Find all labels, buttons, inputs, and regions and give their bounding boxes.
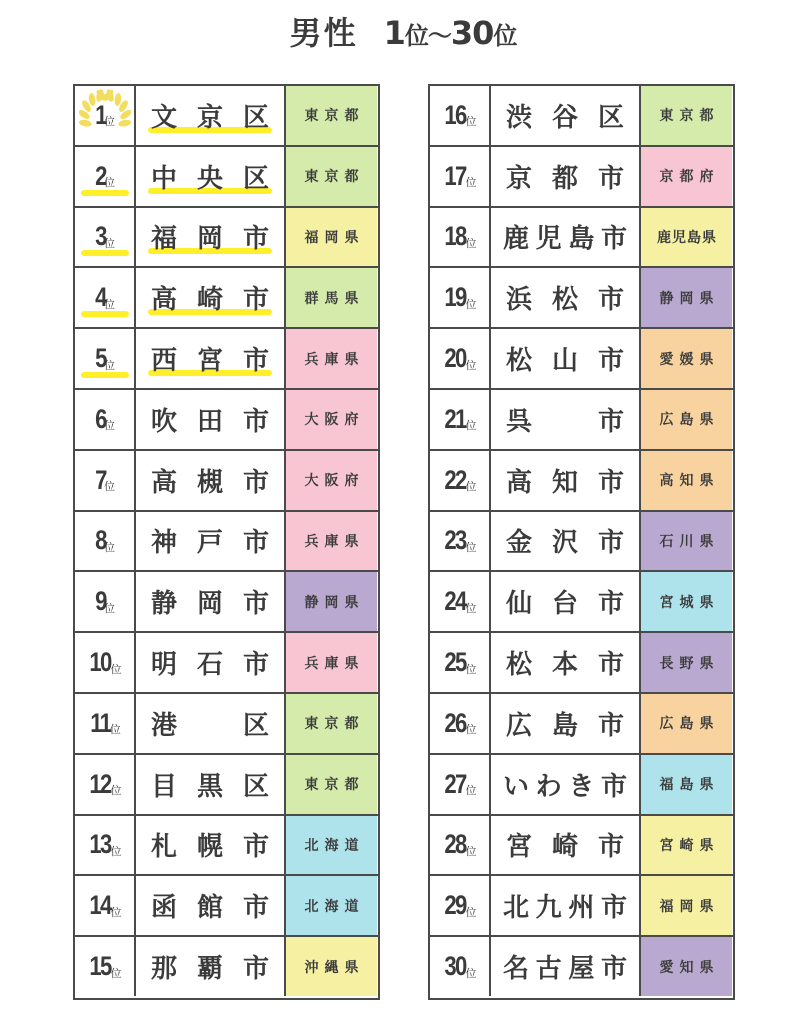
rank-cell bbox=[430, 208, 491, 267]
rank-cell bbox=[75, 876, 136, 935]
ranking-row bbox=[75, 147, 378, 208]
prefecture-name: 福島県 bbox=[659, 777, 720, 794]
prefecture-cell bbox=[641, 329, 732, 388]
city-cell bbox=[136, 755, 286, 814]
rank-suffix: 位 bbox=[104, 358, 116, 372]
title-range-start: 1 bbox=[383, 14, 405, 52]
city-cell bbox=[136, 512, 286, 571]
prefecture-cell bbox=[286, 390, 377, 449]
rank-cell bbox=[430, 694, 491, 753]
title-range-unit1: 位 bbox=[404, 22, 428, 50]
city-cell bbox=[491, 876, 641, 935]
prefecture-cell bbox=[286, 572, 377, 631]
ranking-row bbox=[75, 937, 378, 996]
prefecture-cell bbox=[286, 86, 377, 145]
prefecture-cell bbox=[286, 451, 377, 510]
ranking-row bbox=[75, 208, 378, 269]
rank-suffix: 位 bbox=[465, 297, 477, 311]
city-name: 神戸市 bbox=[151, 528, 269, 559]
city-name: 札幌市 bbox=[151, 832, 269, 863]
rank-cell bbox=[430, 451, 491, 510]
prefecture-cell bbox=[641, 451, 732, 510]
prefecture-cell bbox=[641, 633, 732, 692]
rank-suffix: 位 bbox=[465, 784, 477, 798]
rank-number: 10 bbox=[89, 647, 112, 678]
rank-suffix: 位 bbox=[465, 419, 477, 433]
rank-number: 15 bbox=[89, 951, 112, 982]
ranking-row bbox=[75, 572, 378, 633]
rank-suffix: 位 bbox=[465, 358, 477, 372]
rank-cell bbox=[430, 390, 491, 449]
city-cell bbox=[136, 937, 286, 996]
city-cell bbox=[491, 86, 641, 145]
rank-cell bbox=[75, 572, 136, 631]
city-name: 広島市 bbox=[506, 710, 624, 741]
rank-suffix: 位 bbox=[465, 115, 477, 129]
prefecture-name: 愛知県 bbox=[659, 959, 720, 976]
prefecture-cell bbox=[286, 147, 377, 206]
city-name: 目黒区 bbox=[151, 771, 269, 802]
rank-suffix: 位 bbox=[465, 176, 477, 190]
city-name: 明石市 bbox=[151, 650, 269, 681]
page-title bbox=[0, 8, 806, 64]
ranking-row bbox=[430, 86, 733, 147]
prefecture-cell bbox=[641, 208, 732, 267]
prefecture-cell bbox=[641, 86, 732, 145]
prefecture-name: 大阪府 bbox=[304, 473, 365, 490]
rank-cell bbox=[430, 268, 491, 327]
prefecture-cell bbox=[641, 937, 732, 996]
prefecture-cell bbox=[641, 512, 732, 571]
rank-cell bbox=[75, 512, 136, 571]
rank-number: 3 bbox=[95, 221, 106, 252]
city-cell bbox=[136, 876, 286, 935]
rank-cell bbox=[75, 329, 136, 388]
rank-suffix: 位 bbox=[465, 723, 477, 737]
prefecture-cell bbox=[286, 329, 377, 388]
prefecture-name: 沖縄県 bbox=[304, 959, 365, 976]
rank-suffix: 位 bbox=[104, 176, 116, 190]
prefecture-cell bbox=[641, 755, 732, 814]
city-cell bbox=[136, 633, 286, 692]
ranking-row bbox=[430, 876, 733, 937]
city-name: 呉市 bbox=[506, 406, 624, 437]
rank-cell bbox=[430, 816, 491, 875]
prefecture-name: 宮城県 bbox=[659, 594, 720, 611]
city-name: 函館市 bbox=[151, 893, 269, 924]
rank-cell bbox=[75, 147, 136, 206]
rank-cell bbox=[430, 147, 491, 206]
rank-number: 7 bbox=[95, 464, 106, 495]
ranking-row bbox=[430, 572, 733, 633]
ranking-row bbox=[430, 268, 733, 329]
prefecture-cell bbox=[286, 268, 377, 327]
ranking-row bbox=[430, 451, 733, 512]
ranking-row bbox=[430, 512, 733, 573]
ranking-row bbox=[75, 633, 378, 694]
rank-cell bbox=[75, 451, 136, 510]
ranking-row bbox=[430, 633, 733, 694]
rank-suffix: 位 bbox=[110, 844, 122, 858]
rank-number: 4 bbox=[95, 282, 106, 313]
rank-suffix: 位 bbox=[110, 662, 122, 676]
prefecture-cell bbox=[286, 876, 377, 935]
rank-cell bbox=[430, 572, 491, 631]
prefecture-cell bbox=[641, 390, 732, 449]
prefecture-cell bbox=[286, 512, 377, 571]
prefecture-cell bbox=[286, 816, 377, 875]
city-cell bbox=[491, 755, 641, 814]
city-name: 文京区 bbox=[151, 102, 269, 133]
prefecture-name: 福岡県 bbox=[659, 898, 720, 915]
rank-number: 12 bbox=[89, 768, 112, 799]
city-cell bbox=[136, 329, 286, 388]
title-range-end: 30 bbox=[450, 14, 494, 52]
city-cell bbox=[491, 329, 641, 388]
city-cell bbox=[491, 633, 641, 692]
prefecture-name: 大阪府 bbox=[304, 412, 365, 429]
rank-cell bbox=[75, 694, 136, 753]
rank-cell bbox=[430, 876, 491, 935]
rank-cell bbox=[430, 755, 491, 814]
prefecture-name: 石川県 bbox=[659, 533, 720, 550]
rank-suffix: 位 bbox=[465, 844, 477, 858]
rank-number: 14 bbox=[89, 890, 112, 921]
city-name: 宮崎市 bbox=[506, 832, 624, 863]
city-name: 福岡市 bbox=[151, 224, 269, 255]
title-main: 男性 bbox=[289, 14, 358, 52]
prefecture-cell bbox=[641, 694, 732, 753]
city-name: 松山市 bbox=[506, 346, 624, 377]
city-name: 高知市 bbox=[506, 467, 624, 498]
rank-number: 9 bbox=[95, 586, 106, 617]
rank-number: 24 bbox=[444, 586, 467, 617]
prefecture-name: 東京都 bbox=[659, 108, 720, 125]
prefecture-cell bbox=[641, 816, 732, 875]
prefecture-name: 静岡県 bbox=[659, 290, 720, 307]
ranking-row bbox=[75, 390, 378, 451]
rank-suffix: 位 bbox=[104, 115, 116, 129]
prefecture-name: 東京都 bbox=[304, 169, 365, 186]
rank-number: 21 bbox=[444, 403, 467, 434]
rank-number: 18 bbox=[444, 221, 467, 252]
city-name: 中央区 bbox=[151, 163, 269, 194]
prefecture-cell bbox=[286, 937, 377, 996]
rank-cell bbox=[75, 390, 136, 449]
prefecture-name: 広島県 bbox=[659, 716, 720, 733]
rank-suffix: 位 bbox=[104, 540, 116, 554]
rank-suffix: 位 bbox=[104, 236, 116, 250]
city-cell bbox=[136, 694, 286, 753]
prefecture-name: 群馬県 bbox=[304, 290, 365, 307]
prefecture-name: 愛媛県 bbox=[659, 351, 720, 368]
city-name: 仙台市 bbox=[506, 589, 624, 620]
city-name: 浜松市 bbox=[506, 285, 624, 316]
rank-cell bbox=[75, 755, 136, 814]
ranking-row bbox=[430, 390, 733, 451]
rank-cell bbox=[75, 633, 136, 692]
rank-suffix: 位 bbox=[104, 601, 116, 615]
prefecture-name: 東京都 bbox=[304, 108, 365, 125]
rank-number: 13 bbox=[89, 829, 112, 860]
city-name: 那覇市 bbox=[151, 954, 269, 985]
city-cell bbox=[491, 390, 641, 449]
prefecture-name: 北海道 bbox=[304, 898, 365, 915]
ranking-row bbox=[75, 755, 378, 816]
rank-cell bbox=[75, 937, 136, 996]
prefecture-name: 兵庫県 bbox=[304, 533, 365, 550]
rank-number: 26 bbox=[444, 707, 467, 738]
city-name: 西宮市 bbox=[151, 346, 269, 377]
ranking-row bbox=[75, 86, 378, 147]
rank-number: 2 bbox=[95, 160, 106, 191]
rank-suffix: 位 bbox=[465, 540, 477, 554]
rank-suffix: 位 bbox=[110, 905, 122, 919]
rank-number: 6 bbox=[95, 403, 106, 434]
prefecture-cell bbox=[286, 633, 377, 692]
rank-cell bbox=[430, 633, 491, 692]
rank-suffix: 位 bbox=[110, 966, 122, 980]
ranking-row bbox=[430, 694, 733, 755]
ranking-row bbox=[75, 694, 378, 755]
city-cell bbox=[136, 451, 286, 510]
city-cell bbox=[491, 694, 641, 753]
rank-number: 29 bbox=[444, 890, 467, 921]
prefecture-cell bbox=[286, 694, 377, 753]
prefecture-name: 広島県 bbox=[659, 412, 720, 429]
prefecture-cell bbox=[641, 572, 732, 631]
rank-cell bbox=[430, 512, 491, 571]
ranking-table-left bbox=[73, 84, 380, 1000]
city-cell bbox=[136, 572, 286, 631]
city-cell bbox=[491, 512, 641, 571]
rank-number: 25 bbox=[444, 647, 467, 678]
prefecture-cell bbox=[286, 755, 377, 814]
rank-cell bbox=[75, 86, 136, 145]
city-name: 高崎市 bbox=[151, 285, 269, 316]
prefecture-name: 京都府 bbox=[659, 169, 720, 186]
ranking-row bbox=[430, 816, 733, 877]
city-cell bbox=[136, 816, 286, 875]
rank-number: 27 bbox=[444, 768, 467, 799]
rank-suffix: 位 bbox=[465, 662, 477, 676]
ranking-row bbox=[430, 208, 733, 269]
city-cell bbox=[491, 268, 641, 327]
prefecture-name: 北海道 bbox=[304, 837, 365, 854]
city-name: いわき市 bbox=[503, 771, 627, 802]
prefecture-name: 東京都 bbox=[304, 716, 365, 733]
rank-number: 19 bbox=[444, 282, 467, 313]
prefecture-name: 兵庫県 bbox=[304, 351, 365, 368]
ranking-row bbox=[430, 937, 733, 996]
city-name: 金沢市 bbox=[506, 528, 624, 559]
prefecture-cell bbox=[641, 268, 732, 327]
rank-suffix: 位 bbox=[465, 480, 477, 494]
rank-number: 5 bbox=[95, 343, 106, 374]
ranking-row bbox=[430, 755, 733, 816]
city-name: 静岡市 bbox=[151, 589, 269, 620]
rank-number: 11 bbox=[90, 707, 111, 738]
prefecture-name: 長野県 bbox=[659, 655, 720, 672]
prefecture-name: 兵庫県 bbox=[304, 655, 365, 672]
rank-suffix: 位 bbox=[465, 236, 477, 250]
rank-cell bbox=[75, 268, 136, 327]
ranking-row bbox=[75, 268, 378, 329]
rank-cell bbox=[430, 937, 491, 996]
prefecture-name: 高知県 bbox=[659, 473, 720, 490]
title-range bbox=[384, 14, 517, 52]
ranking-row bbox=[75, 876, 378, 937]
city-cell bbox=[491, 208, 641, 267]
prefecture-name: 静岡県 bbox=[304, 594, 365, 611]
prefecture-name: 宮崎県 bbox=[659, 837, 720, 854]
rank-suffix: 位 bbox=[104, 419, 116, 433]
rank-number: 28 bbox=[444, 829, 467, 860]
city-cell bbox=[136, 268, 286, 327]
ranking-table-right bbox=[428, 84, 735, 1000]
rank-suffix: 位 bbox=[110, 784, 122, 798]
city-cell bbox=[136, 390, 286, 449]
prefecture-cell bbox=[286, 208, 377, 267]
rank-number: 20 bbox=[444, 343, 467, 374]
rank-number: 16 bbox=[444, 99, 467, 130]
rank-suffix: 位 bbox=[465, 966, 477, 980]
rank-number: 8 bbox=[95, 525, 106, 556]
rank-suffix: 位 bbox=[104, 480, 116, 494]
title-tilde: 〜 bbox=[427, 22, 451, 50]
ranking-row bbox=[430, 329, 733, 390]
city-cell bbox=[491, 572, 641, 631]
rank-number: 17 bbox=[444, 160, 467, 191]
rank-cell bbox=[75, 208, 136, 267]
rank-suffix: 位 bbox=[465, 601, 477, 615]
ranking-row bbox=[75, 816, 378, 877]
ranking-row bbox=[430, 147, 733, 208]
prefecture-cell bbox=[641, 876, 732, 935]
city-name: 渋谷区 bbox=[506, 102, 624, 133]
city-name: 名古屋市 bbox=[503, 954, 627, 985]
rank-suffix: 位 bbox=[104, 297, 116, 311]
prefecture-name: 東京都 bbox=[304, 777, 365, 794]
city-cell bbox=[491, 937, 641, 996]
city-cell bbox=[491, 451, 641, 510]
rank-cell bbox=[75, 816, 136, 875]
ranking-row bbox=[75, 512, 378, 573]
rank-suffix: 位 bbox=[465, 905, 477, 919]
city-name: 松本市 bbox=[506, 650, 624, 681]
rank-number: 23 bbox=[444, 525, 467, 556]
city-cell bbox=[136, 147, 286, 206]
rank-cell bbox=[430, 86, 491, 145]
prefecture-cell bbox=[641, 147, 732, 206]
city-name: 吹田市 bbox=[151, 406, 269, 437]
city-cell bbox=[136, 86, 286, 145]
city-name: 京都市 bbox=[506, 163, 624, 194]
city-cell bbox=[491, 147, 641, 206]
ranking-row bbox=[75, 329, 378, 390]
rank-suffix: 位 bbox=[109, 723, 121, 737]
prefecture-name: 鹿児島県 bbox=[657, 229, 717, 246]
rank-number: 22 bbox=[444, 464, 467, 495]
city-name: 鹿児島市 bbox=[503, 224, 627, 255]
city-name: 北九州市 bbox=[503, 893, 627, 924]
ranking-row bbox=[75, 451, 378, 512]
rank-number: 1 bbox=[95, 99, 106, 130]
city-cell bbox=[491, 816, 641, 875]
rank-number: 30 bbox=[444, 951, 467, 982]
city-name: 高槻市 bbox=[151, 467, 269, 498]
city-cell bbox=[136, 208, 286, 267]
title-range-unit2: 位 bbox=[493, 22, 517, 50]
prefecture-name: 福岡県 bbox=[304, 229, 365, 246]
city-name: 港区 bbox=[151, 710, 269, 741]
rank-cell bbox=[430, 329, 491, 388]
